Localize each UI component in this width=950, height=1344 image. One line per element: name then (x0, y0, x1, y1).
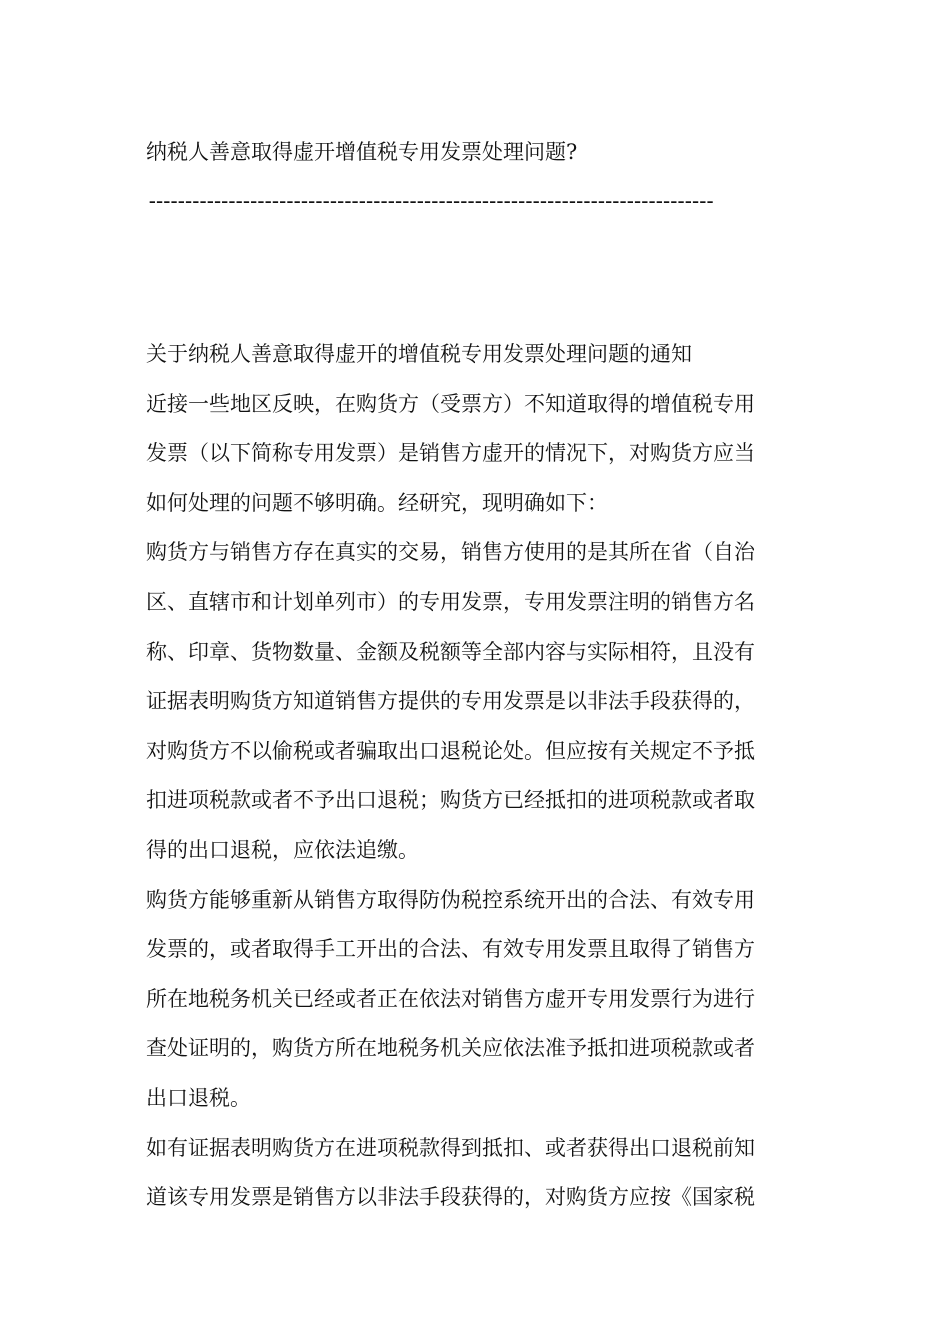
separator-line: ------------------------------------------------------------------------------ (146, 189, 711, 213)
document-body (146, 330, 810, 1223)
paragraph-1: 近接一些地区反映，在购货方（受票方）不知道取得的增值税专用 发票（以下简称专用发票）是销售方虚开的情况下，对购货方应当 如何处理的问题不够明确。经研究，现明确如下： (146, 391, 755, 515)
paragraph-4: 如有证据表明购货方在进项税款得到抵扣、或者获得出口退税前知 道该专用发票是销售方以非法手段获得的，对购货方应按《国家税 (146, 1135, 755, 1210)
document-title: 纳税人善意取得虚开增值税专用发票处理问题? (146, 140, 578, 164)
notice-heading: 关于纳税人善意取得虚开的增值税专用发票处理问题的通知 (146, 342, 692, 366)
paragraph-3: 购货方能够重新从销售方取得防伪税控系统开出的合法、有效专用 发票的，或者取得手工开出的合法、有效专用发票且取得了销售方 所在地税务机关已经或者正在依法对销售方虚开专用发票行为进行 查处证明的，购货方所在地税务机关应依法准予抵扣进项税款或者 出口退税。 (146, 887, 755, 1110)
paragraph-2: 购货方与销售方存在真实的交易，销售方使用的是其所在省（自治 区、直辖市和计划单列市）的专用发票，专用发票注明的销售方名 称、印章、货物数量、金额及税额等全部内容与实际相符，且没有 证据表明购货方知道销售方提供的专用发票是以非法手段获得的， 对购货方不以偷税或者骗取出口退税论处。但应按有关规定不予抵 扣进项税款或者不予出口退税；购货方已经抵扣的进项税款或者取 得的出口退税，应依法追缴。 (146, 540, 755, 862)
